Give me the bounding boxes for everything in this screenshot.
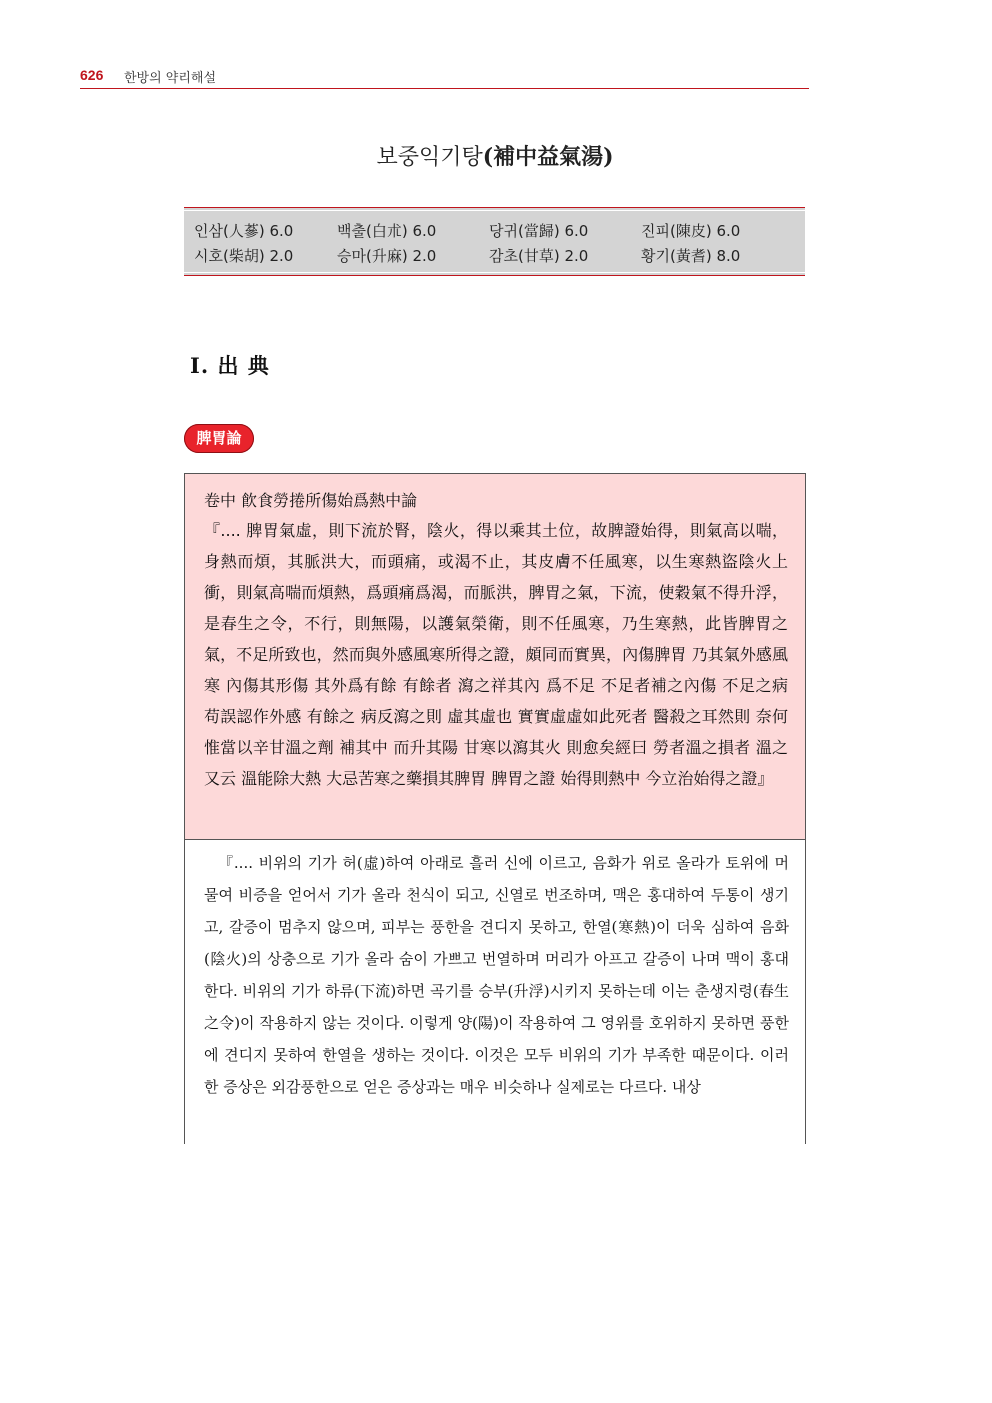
- herb-item: 인삼(人蔘) 6.0: [194, 222, 294, 240]
- translation-text: 『.... 비위의 기가 허(虛)하여 아래로 흘러 신에 이르고, 음화가 위로 올라가 토위에 머물여 비증을 얻어서 기가 올라 천식이 되고, 신열로 번조하며, 맥은 홍대하여 두통이 생기고, 갈증이 멈추지 않으며, 피부는 풍한을 견디지 못하고, 한열(寒熱)이 더욱 심하여 음화(陰火)의 상충으로 기가 올라 숨이 가쁘고 번열하며 머리가 아프고 갈증이 나며 맥이 홍대한다. 비위의 기가 하류(下流)하면 곡기를 승부(升浮)시키지 못하는데 이는 춘생지령(春生之令)이 작용하지 않는 것이다. 이렇게 양(陽)이 작용하여 그 영위를 호위하지 못하면 풍한에 견디지 못하여 한열을 생하는 것이다. 이것은 모두 비위의 기가 부족한 때문이다. 이러한 증상은 외감풍한으로 얻은 증상과는 매우 비슷하나 실제로는 다르다. 내상: [204, 854, 789, 1096]
- translation-box: [184, 840, 806, 1144]
- herb-item: 백출(白朮) 6.0: [337, 222, 437, 240]
- herb-composition-box: [184, 207, 805, 276]
- section-heading: Ⅰ. 出 典: [190, 353, 270, 378]
- classical-text: 『.... 脾胃氣虛，則下流於腎，陰火，得以乘其土位，故脾證始得，則氣高以喘，身熱而煩，其脈洪大，而頭痛，或渴不止，其皮膚不任風寒，以生寒熱盜陰火上衝，則氣高喘而煩熱，爲頭痛爲渴，而脈洪，脾胃之氣，下流，使穀氣不得升浮，是春生之令，不行，則無陽，以護氣榮衛，則不任風寒，乃生寒熱，此皆脾胃之氣，不足所致也，然而與外感風寒所得之證，頗同而實異，內傷脾胃 乃其氣外感風寒 內傷其形傷 其外爲有餘 有餘者 瀉之祥其內 爲不足 不足者補之內傷 不足之病 苟誤認作外感 有餘之 病反瀉之則 虛其虛也 實實虛虛如此死者 醫殺之耳然則 奈何惟當以辛甘溫之劑 補其中 而升其陽 甘寒以瀉其火 則愈矣經曰 勞者溫之損者 溫之又云 溫能除大熱 大忌苦寒之藥損其脾胃 脾胃之證 始得則熱中 今立治始得之證』: [204, 521, 788, 788]
- herb-item: 시호(柴胡) 2.0: [194, 247, 294, 265]
- source-badge: 脾胃論: [184, 424, 254, 453]
- herb-grid: [194, 220, 791, 266]
- herb-item: 진피(陳皮) 6.0: [641, 222, 741, 240]
- title-korean: 보중익기탕: [376, 145, 483, 170]
- classical-text-box: [184, 473, 806, 840]
- herb-item: 감초(甘草) 2.0: [489, 247, 589, 265]
- page-number: 626: [80, 67, 104, 83]
- herb-item: 당귀(當歸) 6.0: [489, 222, 589, 240]
- classical-heading: 卷中 飮食勞捲所傷始爲熱中論: [204, 491, 418, 510]
- title-hanja: (補中益氣湯): [482, 144, 614, 170]
- herb-item: 승마(升麻) 2.0: [337, 247, 437, 265]
- prescription-title: [184, 140, 806, 171]
- running-title: 한방의 약리해설: [124, 71, 217, 86]
- page-header: [80, 66, 809, 89]
- herb-item: 황기(黃耆) 8.0: [641, 247, 741, 265]
